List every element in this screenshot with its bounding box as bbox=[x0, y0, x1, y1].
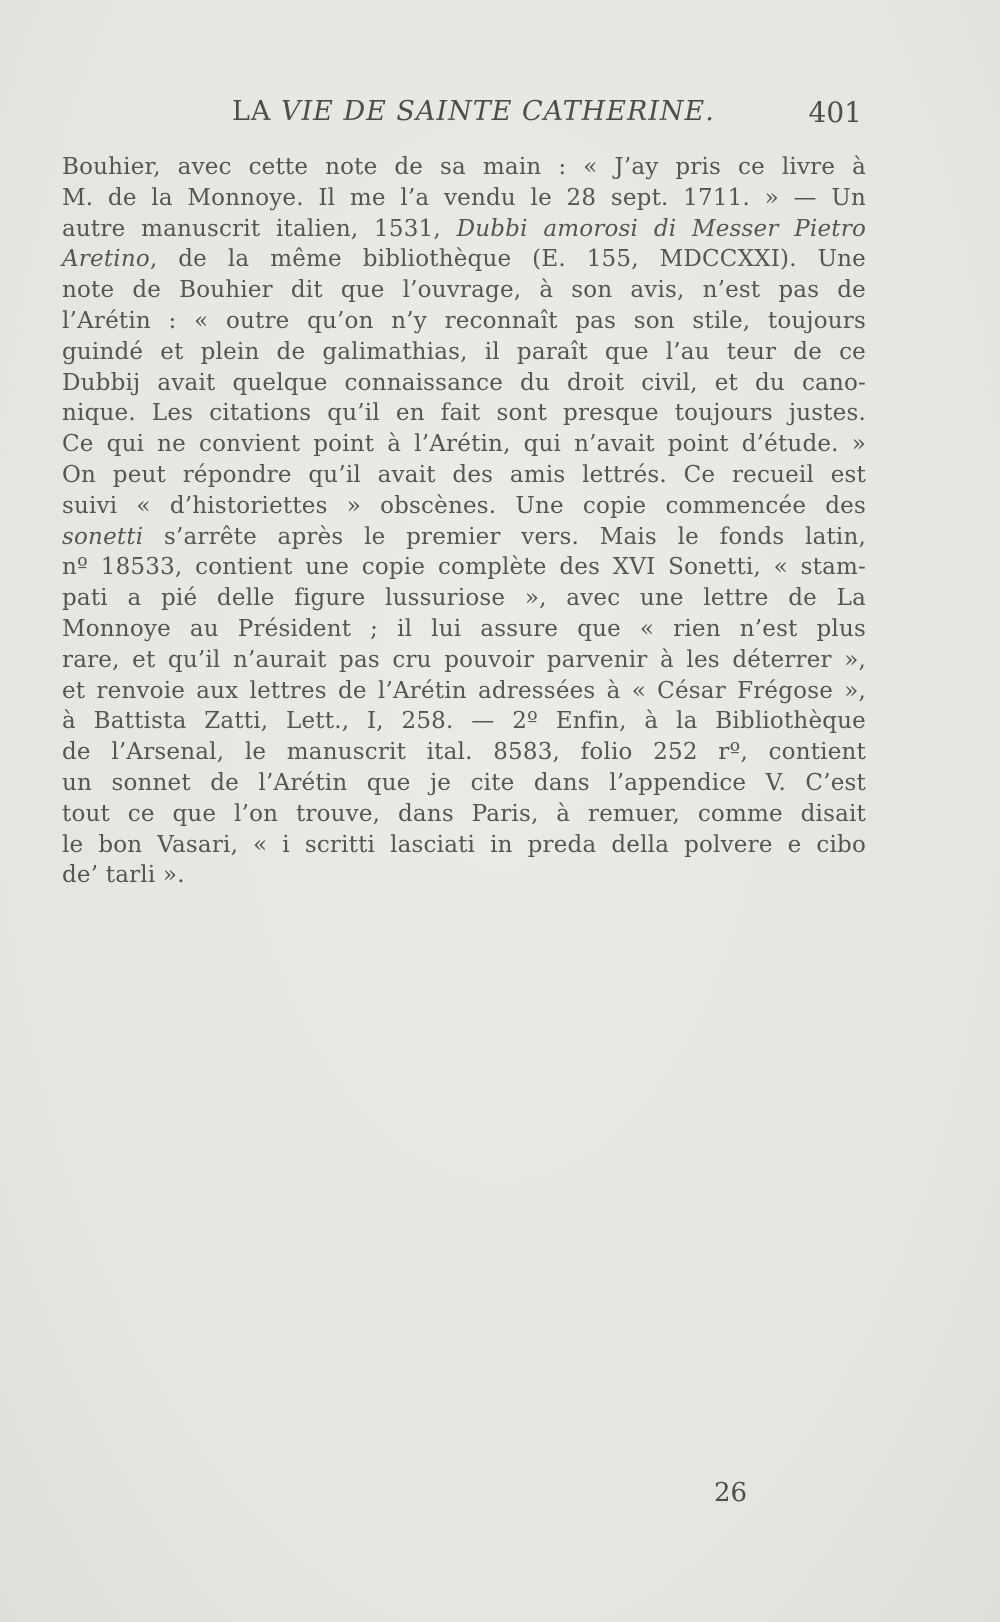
text-line bbox=[62, 183, 866, 214]
body-text bbox=[62, 152, 866, 891]
text-run: Ce qui ne convient point à l’Arétin, qui n’avait point d’étude. » bbox=[62, 431, 866, 458]
text-run: autre manuscrit italien, 1531, bbox=[62, 215, 457, 242]
italic-run: sonetti bbox=[62, 523, 144, 550]
text-run: Dubbij avait quelque connaissance du droit civil, et du cano- bbox=[62, 369, 866, 396]
text-run: nº 18533, contient une copie complète des XVI Sonetti, « stam- bbox=[62, 554, 866, 581]
italic-run: Aretino bbox=[62, 246, 150, 273]
text-run: un sonnet de l’Arétin que je cite dans l’appendice V. C’est bbox=[62, 769, 866, 796]
text-line bbox=[62, 244, 866, 275]
text-line bbox=[62, 214, 866, 245]
text-line bbox=[62, 306, 866, 337]
text-run: Monnoye au Président ; il lui assure que « rien n’est plus bbox=[62, 615, 866, 642]
running-title bbox=[232, 96, 715, 127]
text-line bbox=[62, 737, 866, 768]
text-line bbox=[62, 768, 866, 799]
text-run: à Battista Zatti, Lett., I, 258. — 2º Enfin, à la Bibliothèque bbox=[62, 708, 866, 735]
text-run: rare, et qu’il n’aurait pas cru pouvoir parvenir à les déterrer », bbox=[62, 646, 866, 673]
running-title-prefix: LA bbox=[232, 96, 282, 127]
text-run: tout ce que l’on trouve, dans Paris, à remuer, comme disait bbox=[62, 800, 866, 827]
text-run: Bouhier, avec cette note de sa main : « J’ay pris ce livre à bbox=[62, 154, 866, 180]
text-line bbox=[62, 429, 866, 460]
text-line bbox=[62, 799, 866, 830]
text-line bbox=[62, 491, 866, 522]
text-run: guindé et plein de galimathias, il paraît que l’au teur de ce bbox=[62, 338, 866, 365]
text-run: suivi « d’historiettes » obscènes. Une copie commencée des bbox=[62, 492, 866, 519]
running-title-italic: VIE DE SAINTE CATHERINE. bbox=[281, 96, 715, 127]
text-line bbox=[62, 275, 866, 306]
text-line bbox=[62, 830, 866, 861]
text-line bbox=[62, 860, 866, 891]
text-run: nique. Les citations qu’il en fait sont presque toujours justes. bbox=[62, 400, 866, 427]
text-line bbox=[62, 614, 866, 645]
running-head bbox=[232, 96, 862, 136]
text-line bbox=[62, 676, 866, 707]
text-line bbox=[62, 368, 866, 399]
text-line bbox=[62, 583, 866, 614]
text-run: de’ tarli ». bbox=[62, 862, 185, 889]
text-run: , de la même bibliothèque (E. 155, MDCCXXI). Une bbox=[149, 246, 866, 273]
text-line bbox=[62, 552, 866, 583]
text-run: On peut répondre qu’il avait des amis lettrés. Ce recueil est bbox=[62, 461, 866, 488]
text-run: s’arrête après le premier vers. Mais le fonds latin, bbox=[143, 523, 866, 550]
text-run: de l’Arsenal, le manuscrit ital. 8583, folio 252 rº, contient bbox=[62, 739, 866, 766]
text-run: note de Bouhier dit que l’ouvrage, à son avis, n’est pas de bbox=[62, 277, 866, 304]
text-line bbox=[62, 522, 866, 553]
text-line bbox=[62, 337, 866, 368]
signature-mark: 26 bbox=[714, 1478, 748, 1508]
text-line bbox=[62, 460, 866, 491]
italic-run: Dubbi amorosi di Messer Pietro bbox=[456, 215, 866, 242]
text-run: le bon Vasari, « i scritti lasciati in preda della polvere e cibo bbox=[62, 831, 866, 858]
page-number: 401 bbox=[808, 96, 862, 129]
text-line bbox=[62, 398, 866, 429]
text-line bbox=[62, 645, 866, 676]
text-line bbox=[62, 706, 866, 737]
text-line bbox=[62, 152, 866, 183]
text-run: l’Arétin : « outre qu’on n’y reconnaît pas son stile, toujours bbox=[62, 307, 866, 334]
text-run: M. de la Monnoye. Il me l’a vendu le 28 sept. 1711. » — Un bbox=[62, 184, 866, 211]
text-run: pati a pié delle figure lussuriose », avec une lettre de La bbox=[62, 585, 866, 612]
text-run: et renvoie aux lettres de l’Arétin adressées à « César Frégose », bbox=[62, 677, 866, 704]
